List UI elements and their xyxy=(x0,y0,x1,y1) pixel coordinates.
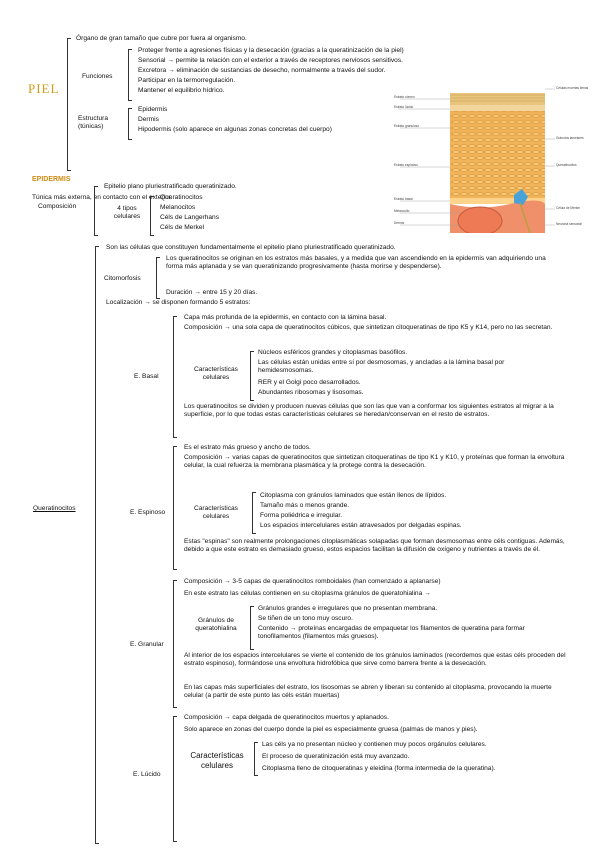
estructura-3: Hipodermis (solo aparece en algunas zonas concretas del cuerpo) xyxy=(138,126,332,133)
estructura-brace xyxy=(128,108,132,140)
espinoso-p3: Estas "espinas" son realmente prolongaciones citoplasmáticas solapadas que forman desmosomas entre céls contiguas. Además, debido a que este estrato es demasiado grueso, estos espacios facilitan la difusión de oxígeno y nutrientes a través de él. xyxy=(184,538,565,554)
espinoso-car-4: Los espacios intercelulares están atravesados por delgadas espinas. xyxy=(260,522,462,529)
basal-p3: Los queratinocitos se dividen y producen nuevas células que son las que van a conformar los siguientes estratos al migrar a la superficie, por lo que todas estas características celulares se heredan/conservan en el resto de estratos. xyxy=(184,403,554,419)
basal-car-label: Características celulares xyxy=(194,366,238,382)
granular-p4: En las capas más superficiales del estrato, los lisosomas se abren y liberan su contenido al citoplasma, provocando la muerte celular (a partir de este punto las céls están muertas) xyxy=(184,684,552,700)
granulos-label: Gránulos de queratohialina xyxy=(195,617,237,633)
espinoso-car-1: Citoplasma con gránulos laminados que están llenos de lípidos. xyxy=(260,492,447,499)
fig-label-melanocito: Melanocito xyxy=(394,209,410,213)
lucido-car-3: Citoplasma lleno de citoqueratinas y eleidina (forma intermedia de la queratina). xyxy=(262,765,496,772)
fig-label-neurona: Neurona sensorial xyxy=(556,222,582,226)
fig-label-espinoso: Estrato espinoso xyxy=(394,163,418,167)
skin-layers-figure xyxy=(380,83,590,233)
epidermis-intro: Túnica más externa, en contacto con el exterior. xyxy=(32,194,173,201)
estructura-label: Estructura (túnicas) xyxy=(78,115,109,131)
basal-label: E. Basal xyxy=(134,373,159,380)
tipos-brace xyxy=(150,196,154,236)
basal-car-1: Núcleos esféricos grandes y citoplasmas basófilos. xyxy=(258,349,408,356)
lucido-p1: Composición → capa delgada de queratinocitos muertos y aplanados. xyxy=(184,714,389,721)
fig-label-corneo: Estrato córneo xyxy=(394,95,415,99)
funcion-5: Mantener el equilibrio hídrico. xyxy=(138,87,225,94)
piel-brace xyxy=(67,38,71,171)
granulos-3: Contenido → proteínas encargadas de empaquetar los filamentos de queratina para formar tonofilamentos (filamentos más gruesos). xyxy=(258,625,525,641)
fig-label-queratinocitos: Queratinocitos xyxy=(556,163,577,167)
lucido-brace xyxy=(173,716,177,842)
granular-p3: Al interior de los espacios intercelulares se vierte el contenido de los gránulos laminados (recordemos que estas céls proceden del estrato espinoso), formándose una envoltura hidrofóbica que sirve como barrera frente a la desecación. xyxy=(184,652,566,668)
fig-label-lucido: Estrato lúcido xyxy=(394,105,414,109)
granular-label: E. Granular xyxy=(130,641,164,648)
granulos-brace xyxy=(250,606,254,650)
funciones-label: Funciones xyxy=(82,73,113,80)
fig-label-granulos-lamelares: Gránulos lamelares xyxy=(556,136,584,140)
piel-title: PIEL xyxy=(28,81,60,96)
tipo-2: Melanocitos xyxy=(160,204,196,211)
granular-brace xyxy=(173,580,177,708)
lucido-label: E. Lúcido xyxy=(133,771,161,778)
queratinocitos-label: Queratinocitos xyxy=(33,505,76,512)
basal-car-2: Las células están unidas entre sí por desmosomas, y ancladas a la lámina basal por hemidesmosomas. xyxy=(258,359,505,375)
granulos-2: Se tiñen de un tono muy oscuro. xyxy=(258,615,353,622)
espinoso-brace xyxy=(173,446,177,570)
espinoso-car-label: Características celulares xyxy=(194,505,238,521)
basal-brace xyxy=(173,316,177,438)
estructura-1: Epidermis xyxy=(138,106,168,113)
queratinocitos-brace xyxy=(95,246,99,844)
granulos-1: Gránulos grandes e irregulares que no presentan membrana. xyxy=(258,605,438,612)
funcion-3: Excretora → eliminación de sustancias de desecho, normalmente a través del sudor. xyxy=(138,67,386,74)
fig-label-merkel: Célula de Merkel xyxy=(556,206,580,210)
espinoso-label: E. Espinoso xyxy=(130,509,166,516)
granular-p1: Composición → 3-5 capas de queratinocitos romboidales (han comenzado a aplanarse) xyxy=(184,578,441,585)
citomorfosis-brace xyxy=(156,257,160,299)
epitelio-text: Epitelio plano pluriestratificado queratinizado. xyxy=(104,183,237,190)
lucido-car-2: El proceso de queratinización está muy avanzado. xyxy=(262,753,410,760)
composicion-brace xyxy=(94,186,98,236)
tipo-4: Céls de Merkel xyxy=(160,224,204,231)
basal-p1: Capa más profunda de la epidermis, en contacto con la lámina basal. xyxy=(184,314,387,321)
fig-label-celulas-muertas: Células muertas llenas xyxy=(556,86,589,90)
composicion-label: Composición xyxy=(38,203,77,210)
lucido-car-1: Las céls ya no presentan núcleo y contienen muy pocos orgánulos celulares. xyxy=(262,741,487,748)
localizacion-text: Localización → se disponen formando 5 estratos: xyxy=(106,299,251,306)
piel-intro: Órgano de gran tamaño que cubre por fuera al organismo. xyxy=(76,35,247,42)
duracion-text: Duración → entre 15 y 20 días. xyxy=(166,289,258,296)
espinoso-car-brace xyxy=(252,492,256,534)
tipos-label: 4 tipos celulares xyxy=(113,205,141,221)
espinoso-car-3: Forma poliédrica e irregular. xyxy=(260,512,343,519)
funcion-4: Participar en la termorregulación. xyxy=(138,77,236,84)
lucido-car-label: Características celulares xyxy=(190,751,244,770)
basal-p2: Composición → una sola capa de queratinocitos cúbicos, que sintetizan citoqueratinas de tipo K5 y K14, pero no las secretan. xyxy=(184,324,553,331)
funcion-1: Proteger frente a agresiones físicas y la desecación (gracias a la queratinización de la piel) xyxy=(138,47,404,54)
epidermis-heading: EPIDERMIS xyxy=(32,176,71,183)
basal-car-4: Abundantes ribosomas y lisosomas. xyxy=(258,389,364,396)
tipo-1: Queratinocitos xyxy=(160,194,203,201)
fig-label-dermis: Dermis xyxy=(394,221,405,225)
funciones-brace xyxy=(128,49,132,101)
basal-car-3: RER y el Golgi poco desarrollados. xyxy=(258,379,361,386)
citomorfosis-label: Citomorfosis xyxy=(104,275,141,282)
lucido-car-brace xyxy=(254,742,258,776)
tipo-3: Céls de Langerhans xyxy=(160,214,220,221)
fig-label-granuloso: Estrato granuloso xyxy=(394,124,419,128)
citomorfosis-text: Los queratinocitos se originan en los estratos más basales, y a medida que van ascendiendo en la epidermis van adquiriendo una forma más aplanada y se van queratinizando progresivamente (hasta morirse y despenderse). xyxy=(166,255,546,271)
fig-label-basal: Estrato basal xyxy=(394,197,413,201)
espinoso-p1: Es el estrato más grueso y ancho de todos. xyxy=(184,444,311,451)
basal-car-brace xyxy=(250,351,254,401)
granular-p2: En este estrato las células contienen en su citoplasma gránulos de queratohialina → xyxy=(184,590,431,597)
espinoso-p2: Composición → varias capas de queratinocitos que sintetizan citoqueratinas de tipo K1 y K10, y proteínas que forman la envoltura celular, la cual refuerza la membrana plasmática y la protege contra la desecación. xyxy=(184,454,565,470)
espinoso-car-2: Tamaño más o menos grande. xyxy=(260,502,350,509)
queratinocitos-intro: Son las células que constituyen fundamentalmente el epitelio plano pluriestratificado queratinizado. xyxy=(106,244,396,251)
funcion-2: Sensorial → permite la relación con el exterior a través de receptores nerviosos sensitivos. xyxy=(138,57,403,64)
estructura-2: Dermis xyxy=(138,116,159,123)
lucido-p2: Solo aparece en zonas del cuerpo donde la piel es especialmente gruesa (palmas de manos y pies). xyxy=(184,726,478,733)
